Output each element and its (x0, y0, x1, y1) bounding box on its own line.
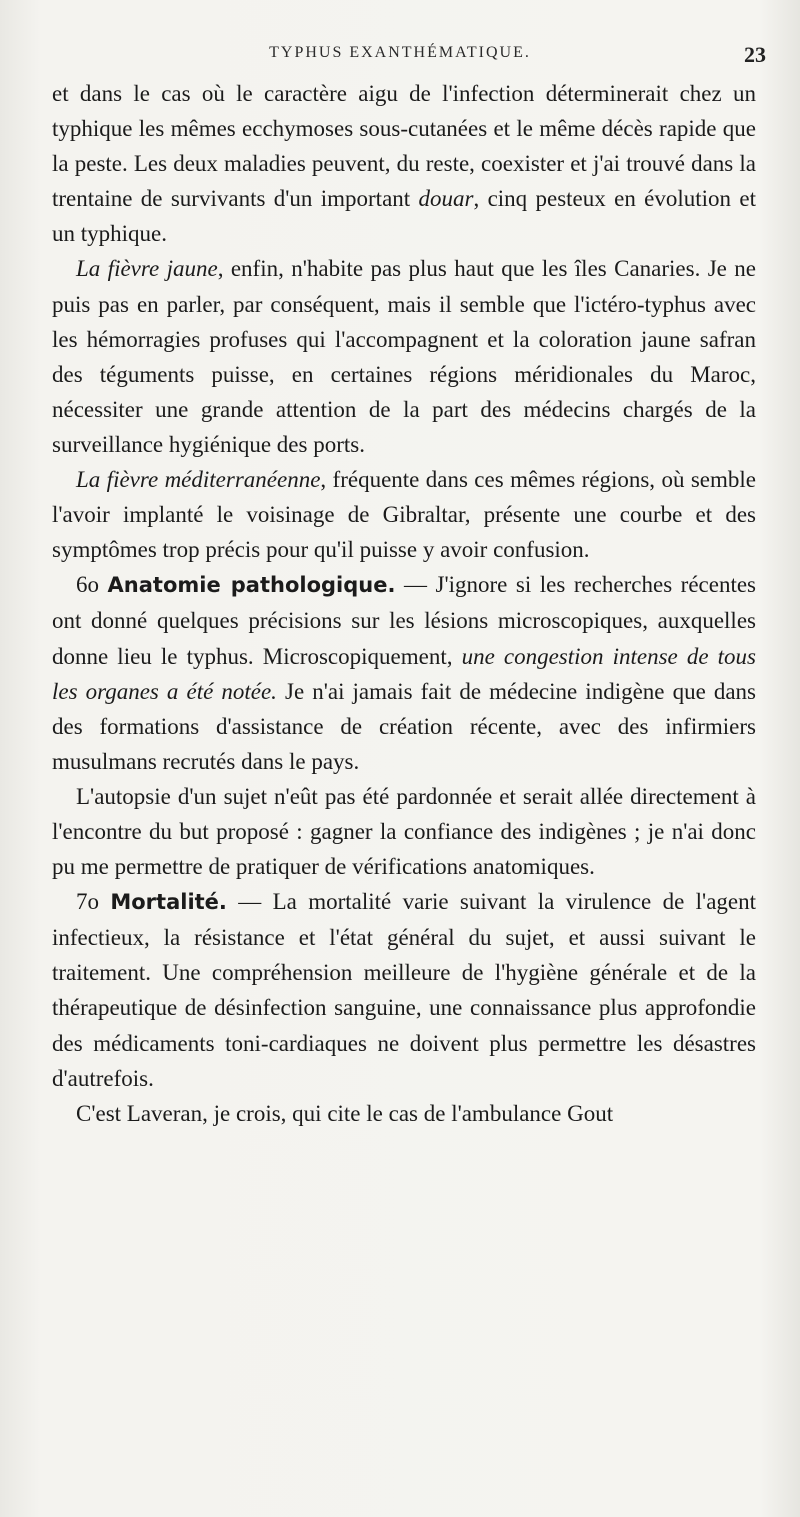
italic-term-fievre-jaune: La fièvre jaune (76, 256, 218, 282)
body-text (52, 76, 756, 1131)
section-number: 7o (76, 889, 111, 915)
page-number: 23 (744, 42, 766, 67)
paragraph-infection (52, 76, 756, 251)
section-heading: Anatomie pathologique. (107, 573, 396, 598)
paragraph-laveran (52, 1096, 756, 1131)
paragraph-text: C'est Laveran, je crois, qui cite le cas de l'ambulance Gout (76, 1100, 614, 1126)
italic-phrase-congestion: une congestion intense de tous les organes a été notée. (52, 643, 756, 704)
paragraph-text: — La mortalité varie suivant la virulence de l'agent infectieux, la résistance et l'état général du sujet, et aussi suivant le traitement. Une compréhension meilleure de l'hygiène générale et de la thérapeutique de désinfection sanguine, une connaissance plus approfondie des médicaments toni-cardiaques ne doivent plus permettre les désastres d'autrefois. (52, 889, 757, 1091)
section-heading: Mortalité. (110, 890, 227, 915)
section-mortalite (52, 884, 756, 1096)
paragraph-autopsie (52, 779, 756, 884)
section-number: 6o (76, 572, 108, 598)
running-title: TYPHUS EXANTHÉMATIQUE. (269, 44, 531, 61)
page-header (0, 42, 800, 72)
paragraph-text-continued: , cinq pesteux en évolution et un typhique. (52, 186, 756, 247)
paragraph-text: , fréquente dans ces mêmes régions, où semble l'avoir implanté le voisinage de Gibraltar, présente une courbe et des symptômes trop précis pour qu'il puisse y avoir confusion. (52, 467, 756, 563)
paragraph-text: , enfin, n'habite pas plus haut que les îles Canaries. Je ne puis pas en parler, par conséquent, mais il semble que l'ictéro-typhus avec les hémorragies profuses qui l'accompagnent et la coloration jaune safran des téguments puisse, en certaines régions méridionales du Maroc, nécessiter une grande attention de la part des médecins chargés de la surveillance hygiénique des ports. (52, 256, 756, 457)
paragraph-text-continued: Je n'ai jamais fait de médecine indigène que dans des formations d'assistance de création récente, avec des infirmiers musulmans recrutés dans le pays. (52, 678, 756, 774)
italic-term-douar: douar (418, 186, 474, 212)
paragraph-text: et dans le cas où le caractère aigu de l'infection déterminerait chez un typhique les mêmes ecchymoses sous-cutanées et le même décès rapide que la peste. Les deux maladies peuvent, du reste, coexister et j'ai trouvé dans la trentaine de survivants d'un important (52, 81, 756, 212)
paragraph-fievre-mediterraneenne (52, 462, 756, 567)
paragraph-fievre-jaune (52, 251, 756, 462)
italic-term-fievre-mediterraneenne: La fièvre méditerranéenne (76, 467, 321, 493)
paragraph-text: L'autopsie d'un sujet n'eût pas été pardonnée et serait allée directement à l'encontre du but proposé : gagner la confiance des indigènes ; je n'ai donc pu me permettre de pratiquer de vérifications anatomiques. (52, 783, 756, 880)
paragraph-text: — J'ignore si les recherches récentes ont donné quelques précisions sur les lésions microscopiques, auxquelles donne lieu le typhus. Microscopiquement, (52, 572, 757, 669)
section-anatomie-pathologique (52, 567, 756, 779)
